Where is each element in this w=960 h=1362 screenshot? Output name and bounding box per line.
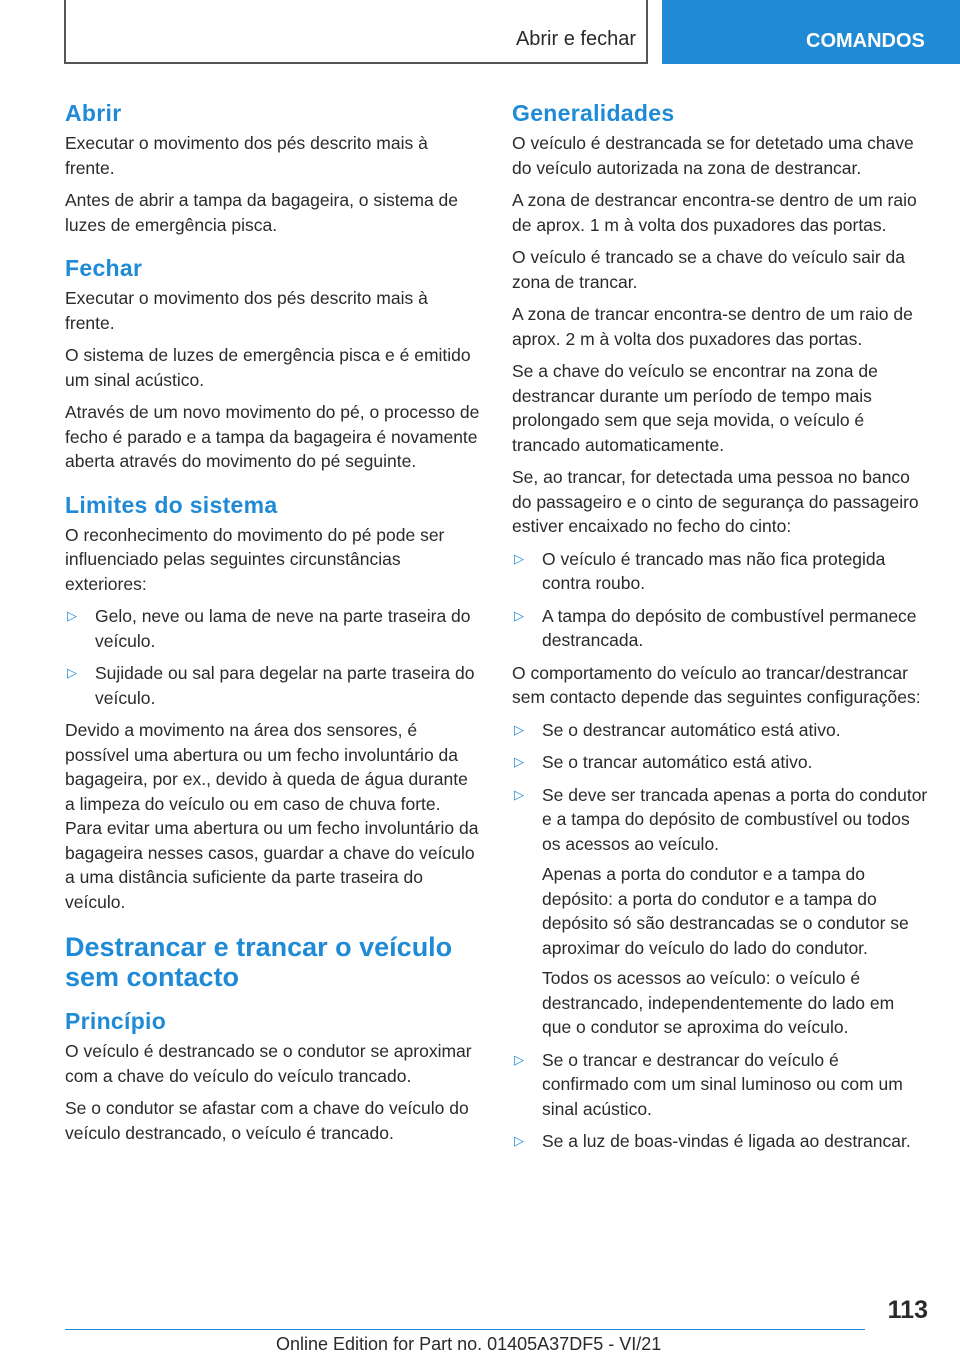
list-item: ▷ Se o trancar automático está ativo. [512, 750, 928, 775]
paragraph: Se o condutor se afastar com a chave do veículo do veículo destrancado, o veículo é trancado. [65, 1098, 469, 1143]
footer-rule [65, 1329, 865, 1330]
section-title: Abrir e fechar [515, 28, 636, 50]
paragraph: Executar o movimento dos pés descrito mais à frente. [65, 288, 428, 333]
paragraph: A zona de destrancar encontra-se dentro de um raio de aprox. 1 m à volta dos puxadores das portas. [512, 190, 917, 235]
paragraph: Se a chave do veículo se encontrar na zona de destrancar durante um período de tempo mais prolongado sem que seja movida, o veículo é trancado automaticamente. [512, 361, 878, 455]
triangle-bullet-icon: ▷ [67, 665, 77, 680]
chapter-tab: COMANDOS [662, 0, 960, 64]
paragraph: Se, ao trancar, for detectada uma pessoa no banco do passageiro e o cinto de segurança do passageiro estiver encaixado no fecho do cinto: [512, 467, 919, 536]
triangle-bullet-icon: ▷ [514, 1051, 524, 1067]
page-number: 113 [887, 1296, 928, 1324]
sub-paragraph: Apenas a porta do condutor e a tampa do depósito: a porta do condutor e a tampa do depósito só são destrancadas se o condutor se aproximar do veículo do lado do condutor. [542, 864, 909, 958]
paragraph: Executar o movimento dos pés descrito mais à frente. [65, 133, 428, 178]
list-item: ▷ Sujidade ou sal para degelar na parte traseira do veículo. [67, 663, 475, 708]
triangle-bullet-icon: ▷ [67, 608, 77, 623]
bullet-list [65, 604, 480, 710]
list-item: ▷ Se a luz de boas-vindas é ligada ao destrancar. [512, 1129, 928, 1154]
paragraph: A zona de trancar encontra-se dentro de um raio de aprox. 2 m à volta dos puxadores das portas. [512, 304, 913, 349]
list-item: ▷ A tampa do depósito de combustível permanece destrancada. [514, 605, 917, 650]
heading-fechar: Fechar [65, 255, 143, 281]
list-item: ▷ O veículo é trancado mas não fica protegida contra roubo. [514, 548, 886, 593]
paragraph: O sistema de luzes de emergência pisca e é emitido um sinal acústico. [65, 345, 471, 390]
heading-abrir: Abrir [65, 100, 122, 126]
paragraph: Devido a movimento na área dos sensores, é possível uma abertura ou um fecho involuntário da bagageira, por ex., devido à queda de água durante a limpeza do veículo ou em caso de chuva forte. Para evitar uma abertura ou um fecho involuntário da bagageira nesses casos, guardar a chave do veículo a uma distância suficiente da parte traseira do veículo. [65, 720, 479, 912]
paragraph: O veículo é destrancada se for detetado uma chave do veículo autorizada na zona de destrancar. [512, 133, 914, 178]
list-item: ▷ Se o trancar e destrancar do veículo é confirmado com um sinal luminoso ou com um sinal acústico. [514, 1049, 903, 1119]
heading-principio: Princípio [65, 1008, 167, 1034]
paragraph: Através de um novo movimento do pé, o processo de fecho é parado e a tampa da bagageira é novamente aberta através do movimento do pé seguinte. [65, 402, 480, 471]
paragraph: Antes de abrir a tampa da bagageira, o sistema de luzes de emergência pisca. [65, 190, 459, 235]
heading-destrancar: Destrancar e trancar o veículo sem contacto [65, 932, 453, 992]
paragraph: O comportamento do veículo ao trancar/destrancar sem contacto depende das seguintes configurações: [512, 662, 921, 707]
list-item: ▷ Se deve ser trancada apenas a porta do condutor e a tampa do depósito de combustível ou todos os acessos ao veículo. Apenas a porta do condutor e a tampa do depósito: a porta do condutor e a tampa do depósito só são destrancadas se o condutor se aproximar do veículo do lado do condutor. Todos os acessos ao veículo: o veículo é destrancado, independentemente do lado em que o condutor se aproxima do veículo. [512, 783, 928, 1040]
heading-generalidades: Generalidades [512, 100, 675, 126]
triangle-bullet-icon: ▷ [514, 1133, 524, 1148]
triangle-bullet-icon: ▷ [514, 607, 524, 623]
edition-line: Online Edition for Part no. 01405A37DF5 - VI/21 [276, 1334, 662, 1354]
sub-paragraph: Todos os acessos ao veículo: o veículo é destrancado, independentemente do lado em que o condutor se aproxima do veículo. [542, 968, 895, 1037]
triangle-bullet-icon: ▷ [514, 721, 524, 737]
bullet-list [512, 547, 928, 653]
paragraph: O veículo é trancado se a chave do veículo sair da zona de trancar. [512, 247, 906, 292]
bullet-list [512, 718, 928, 1154]
triangle-bullet-icon: ▷ [514, 786, 524, 802]
list-item: ▷ Gelo, neve ou lama de neve na parte traseira do veículo. [67, 606, 471, 651]
heading-limites: Limites do sistema [65, 491, 278, 518]
paragraph: O veículo é destrancado se o condutor se aproximar com a chave do veículo do veículo trancado. [65, 1041, 472, 1086]
list-item: ▷ Se o destrancar automático está ativo. [512, 718, 928, 743]
triangle-bullet-icon: ▷ [514, 550, 524, 566]
left-column [65, 100, 480, 1153]
paragraph: O reconhecimento do movimento do pé pode ser influenciado pelas seguintes circunstâncias exteriores: [65, 524, 445, 594]
right-column [512, 100, 928, 1162]
triangle-bullet-icon: ▷ [514, 754, 524, 769]
